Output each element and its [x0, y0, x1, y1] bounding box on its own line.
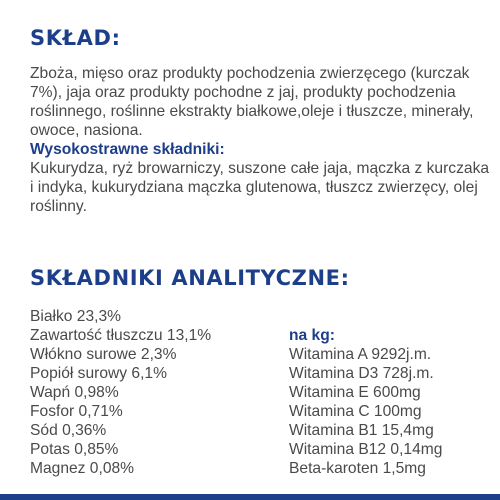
per-kg-label: na kg: [289, 327, 335, 344]
analityczne-heading: SKŁADNIKI ANALITYCZNE: [30, 266, 350, 290]
bottom-accent-bar [0, 494, 500, 500]
analytical-item: Sód 0,36% [30, 422, 107, 439]
vitamin-item: Witamina C 100mg [289, 403, 422, 420]
sklad-text: Zboża, mięso oraz produkty pochodzenia zwierzęcego (kurczak 7%), jaja oraz produkty pochodne z jaj, produkty pochodzenia roślinnego, roślinne ekstrakty białkowe,oleje i tłuszcze, minerały, owoce, nasiona. [30, 65, 474, 139]
vitamin-item: Beta-karoten 1,5mg [289, 460, 426, 477]
analytical-list [30, 307, 211, 478]
vitamin-item: Witamina D3 728j.m. [289, 365, 434, 382]
sklad-section [30, 64, 490, 216]
analytical-item: Potas 0,85% [30, 441, 119, 458]
analytical-item: Włókno surowe 2,3% [30, 346, 177, 363]
vitamin-item: Witamina B12 0,14mg [289, 441, 443, 458]
vitamin-list [289, 326, 442, 478]
analytical-item: Białko 23,3% [30, 308, 122, 325]
analytical-item: Magnez 0,08% [30, 460, 135, 477]
analytical-item: Popiół surowy 6,1% [30, 365, 167, 382]
analytical-item: Fosfor 0,71% [30, 403, 123, 420]
sklad-sub-text: Kukurydza, ryż browarniczy, suszone całe jaja, mączka z kurczaka i indyka, kukurydziana mączka glutenowa, tłuszcz zwierzęcy, olej roślinny. [30, 160, 490, 215]
vitamin-item: Witamina B1 15,4mg [289, 422, 434, 439]
analytical-item: Wapń 0,98% [30, 384, 119, 401]
vitamin-item: Witamina A 9292j.m. [289, 346, 432, 363]
sklad-sub-heading: Wysokostrawne składniki: [30, 141, 225, 158]
sklad-heading: SKŁAD: [30, 26, 121, 50]
vitamin-item: Witamina E 600mg [289, 384, 421, 401]
analytical-item: Zawartość tłuszczu 13,1% [30, 327, 212, 344]
